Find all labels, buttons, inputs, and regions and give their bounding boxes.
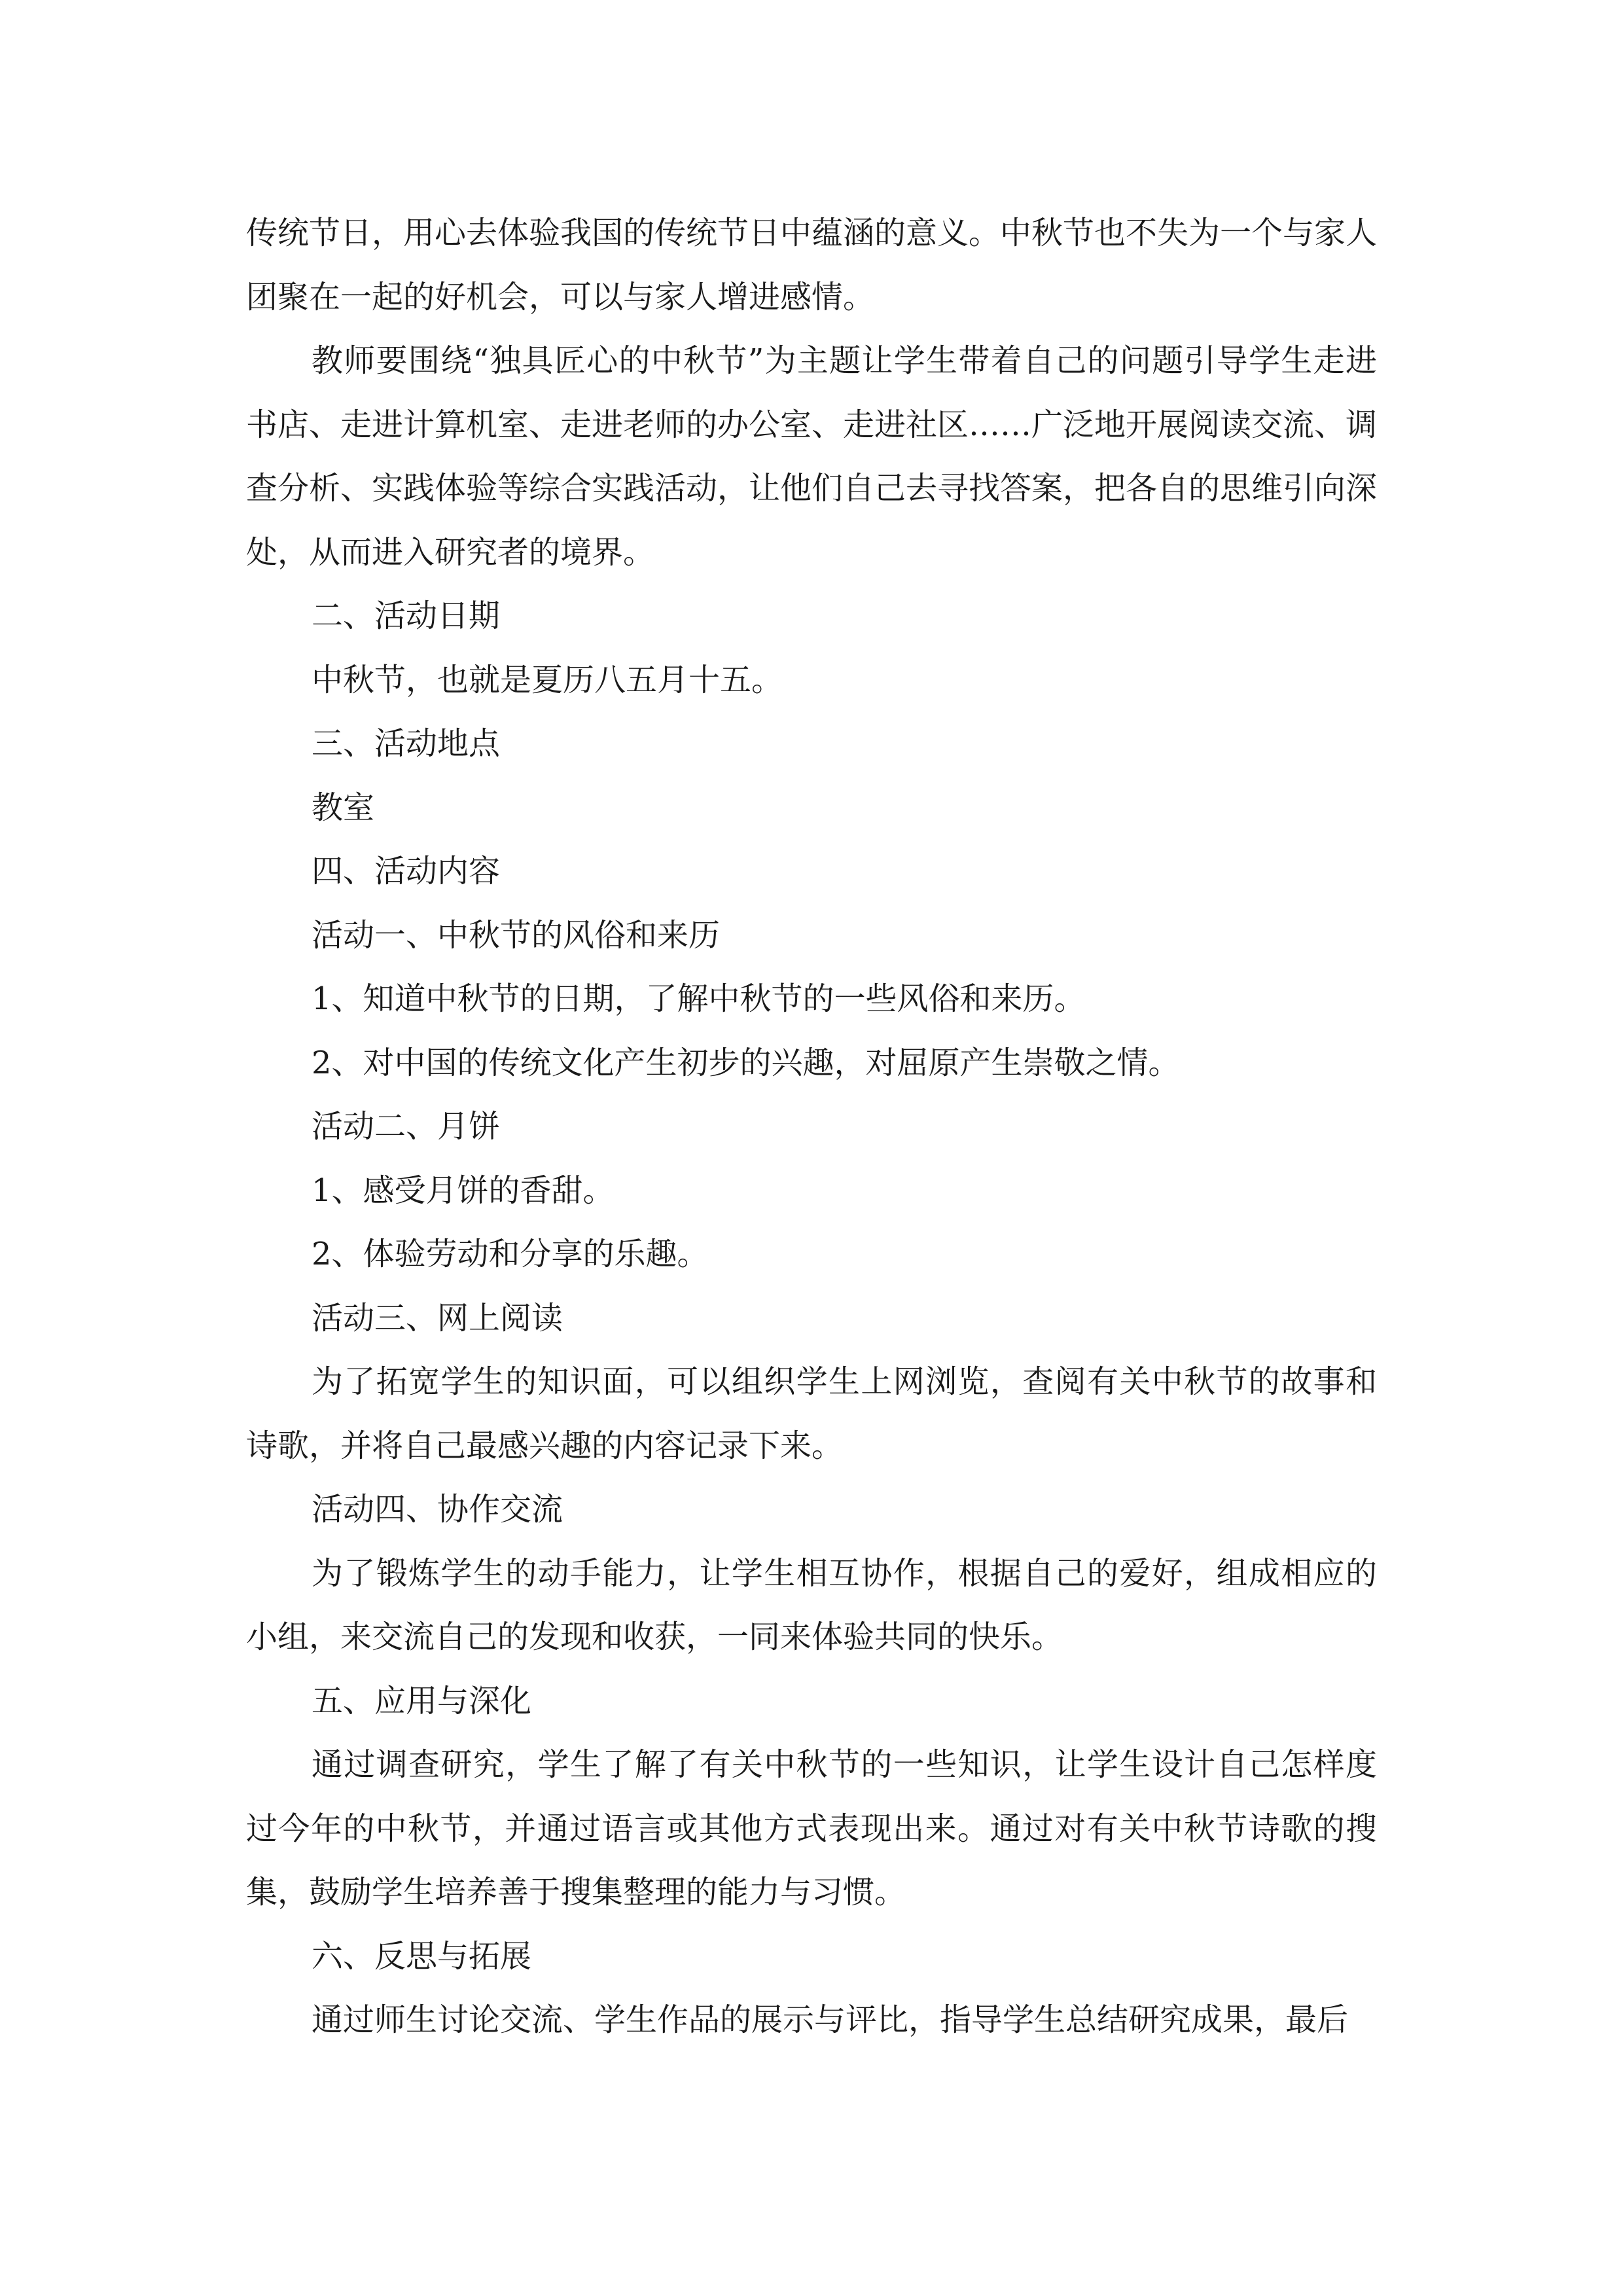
section-heading-reflection: 六、反思与拓展 <box>312 1937 532 1975</box>
list-item: 1、感受月饼的香甜。 <box>312 1172 615 1209</box>
paragraph-date: 中秋节，也就是夏历八五月十五。 <box>312 661 783 698</box>
paragraph-application: 通过调查研究，学生了解了有关中秋节的一些知识，让学生设计自己怎样度过今年的中秋节，并通过语言或其他方式表现出来。通过对有关中秋节诗歌的搜集，鼓励学生培养善于搜集整理的能力与习惯。 <box>246 1746 1377 1910</box>
activity-heading-4: 活动四、协作交流 <box>312 1491 563 1528</box>
paragraph-reflection: 通过师生讨论交流、学生作品的展示与评比，指导学生总结研究成果，最后 <box>312 2001 1349 2038</box>
section-heading-application: 五、应用与深化 <box>312 1682 532 1719</box>
list-item: 2、体验劳动和分享的乐趣。 <box>312 1236 709 1272</box>
section-heading-content: 四、活动内容 <box>312 853 501 889</box>
activity-heading-1: 活动一、中秋节的风俗和来历 <box>312 916 721 954</box>
paragraph-online-reading: 为了拓宽学生的知识面，可以组织学生上网浏览，查阅有关中秋节的故事和诗歌，并将自己最感兴趣的内容记录下来。 <box>246 1363 1377 1464</box>
list-item: 2、对中国的传统文化产生初步的兴趣，对屈原产生崇敬之情。 <box>312 1044 1180 1081</box>
document-body <box>246 202 1377 2053</box>
activity-heading-2: 活动二、月饼 <box>312 1108 501 1145</box>
section-heading-date: 二、活动日期 <box>312 598 501 634</box>
section-heading-location: 三、活动地点 <box>312 725 501 762</box>
paragraph-teacher-guidance: 教师要围绕“独具匠心的中秋节”为主题让学生带着自己的问题引导学生走进书店、走进计算机室、走进老师的办公室、走进社区……广泛地开展阅读交流、调查分析、实践体验等综合实践活动，让他们自己去寻找答案，把各自的思维引向深处，从而进入研究者的境界。 <box>246 342 1378 571</box>
activity-heading-3: 活动三、网上阅读 <box>312 1299 563 1336</box>
list-item: 1、知道中秋节的日期，了解中秋节的一些风俗和来历。 <box>312 980 1086 1017</box>
paragraph-location: 教室 <box>312 789 375 826</box>
paragraph-intro-continued: 传统节日，用心去体验我国的传统节日中蕴涵的意义。中秋节也不失为一个与家人团聚在一起的好机会，可以与家人增进感情。 <box>246 215 1378 315</box>
paragraph-collaboration: 为了锻炼学生的动手能力，让学生相互协作，根据自己的爱好，组成相应的小组，来交流自己的发现和收获，一同来体验共同的快乐。 <box>246 1554 1377 1655</box>
